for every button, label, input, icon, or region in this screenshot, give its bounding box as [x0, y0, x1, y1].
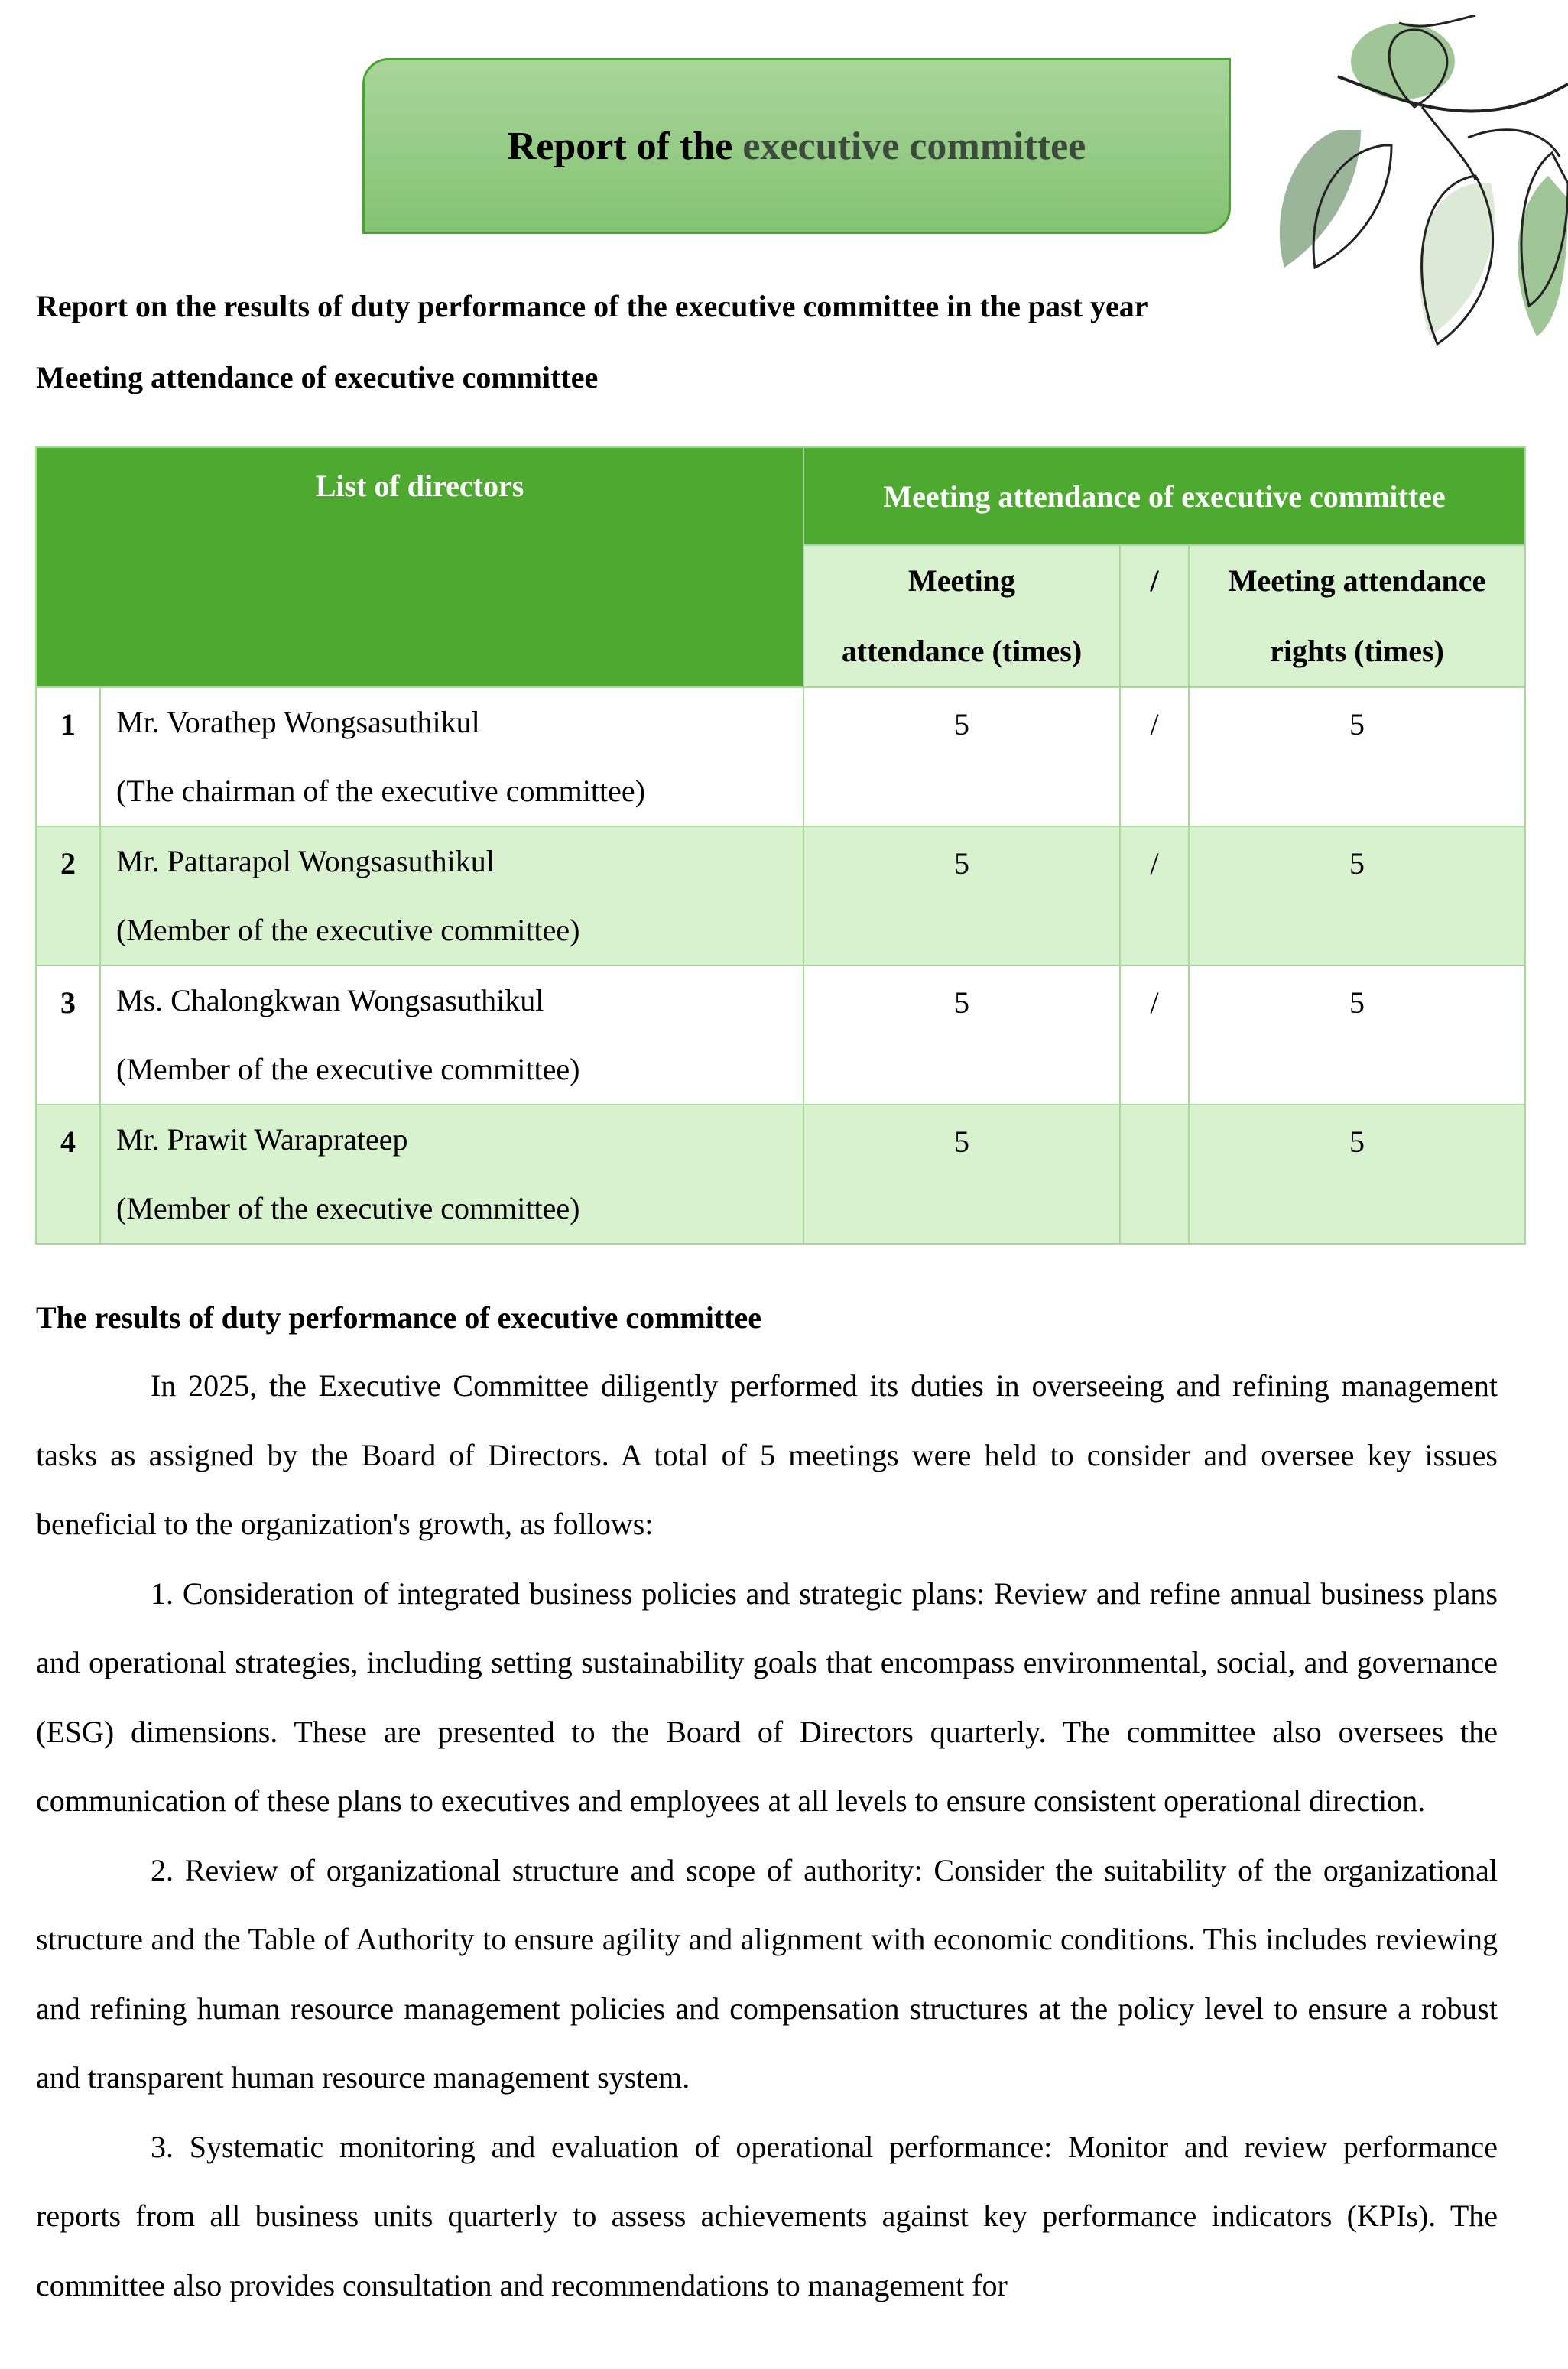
attendance-table [35, 446, 1526, 1245]
subheader-attendance-line2: attendance (times) [841, 634, 1083, 668]
subheader-slash: / [1120, 545, 1189, 687]
subheader-attendance [803, 545, 1120, 687]
attendance-value: 5 [803, 687, 1120, 826]
slash-value [1120, 1105, 1189, 1244]
table-header-row [36, 447, 1525, 545]
subheader-rights [1189, 545, 1525, 687]
rights-value: 5 [1189, 965, 1525, 1105]
director-cell [100, 826, 803, 965]
director-role: (Member of the executive committee) [116, 1052, 580, 1086]
subheader-rights-line1: Meeting attendance [1228, 563, 1486, 598]
attendance-value: 5 [803, 1105, 1120, 1244]
leaf-illustration [1246, 15, 1568, 443]
director-role: (The chairman of the executive committee) [116, 774, 645, 808]
rights-value: 5 [1189, 826, 1525, 965]
title-banner [362, 58, 1231, 234]
paragraph-intro: In 2025, the Executive Committee diligently performed its duties in overseeing and refining management tasks as assigned by the Board of Directors. A total of 5 meetings were held to consider and oversee key issues beneficial to the organization's growth, as follows: [36, 1368, 1498, 1541]
leaf-illustration-shapes [1280, 15, 1568, 344]
title-part2: executive committee [742, 124, 1086, 168]
rights-value: 5 [1189, 687, 1525, 826]
subheader-attendance-line1: Meeting [908, 563, 1015, 598]
row-number: 4 [36, 1105, 100, 1244]
heading-attendance: Meeting attendance of executive committee [36, 360, 599, 394]
results-body [36, 1352, 1498, 2320]
subheader-rights-line2: rights (times) [1270, 634, 1444, 668]
director-role: (Member of the executive committee) [116, 913, 580, 947]
director-name: Ms. Chalongkwan Wongsasuthikul [116, 983, 544, 1017]
director-cell [100, 1105, 803, 1244]
director-name: Mr. Vorathep Wongsasuthikul [116, 705, 480, 739]
paragraph-item-2: 2. Review of organizational structure and scope of authority: Consider the suitability of the organizational structure and the Table of Authority to ensure agility and alignment with economic conditions. This includes reviewing and refining human resource management policies and compensation structures at the policy level to ensure a robust and transparent human resource management system. [36, 1852, 1498, 2095]
table-row [36, 687, 1525, 826]
table-row [36, 965, 1525, 1105]
attendance-value: 5 [803, 826, 1120, 965]
row-number: 2 [36, 826, 100, 965]
table-row [36, 826, 1525, 965]
title-part1: Report of the [507, 124, 733, 168]
table-row [36, 1105, 1525, 1244]
attendance-value: 5 [803, 965, 1120, 1105]
heading-report: Report on the results of duty performance of the executive committee in the past year [36, 289, 1148, 323]
heading-results: The results of duty performance of executive committee [36, 1300, 761, 1335]
director-role: (Member of the executive committee) [116, 1191, 580, 1225]
slash-value: / [1120, 687, 1189, 826]
director-cell [100, 965, 803, 1105]
director-cell [100, 687, 803, 826]
slash-value: / [1120, 826, 1189, 965]
header-attendance-group: Meeting attendance of executive committee [803, 447, 1525, 545]
director-name: Mr. Pattarapol Wongsasuthikul [116, 844, 495, 878]
rights-value: 5 [1189, 1105, 1525, 1244]
director-name: Mr. Prawit Waraprateep [116, 1122, 408, 1157]
paragraph-item-1: 1. Consideration of integrated business policies and strategic plans: Review and refine annual business plans and operational strategies, including setting sustainability goals that encompass environmental, social, and governance (ESG) dimensions. These are presented to the Board of Directors quarterly. The committee also oversees the communication of these plans to executives and employees at all levels to ensure consistent operational direction. [36, 1576, 1498, 1818]
slash-value: / [1120, 965, 1189, 1105]
paragraph-item-3: 3. Systematic monitoring and evaluation of operational performance: Monitor and review performance reports from all business units quarterly to assess achievements against key performance indicators (KPIs). The committee also provides consultation and recommendations to management for [36, 2129, 1498, 2302]
header-directors: List of directors [36, 447, 803, 687]
row-number: 1 [36, 687, 100, 826]
row-number: 3 [36, 965, 100, 1105]
